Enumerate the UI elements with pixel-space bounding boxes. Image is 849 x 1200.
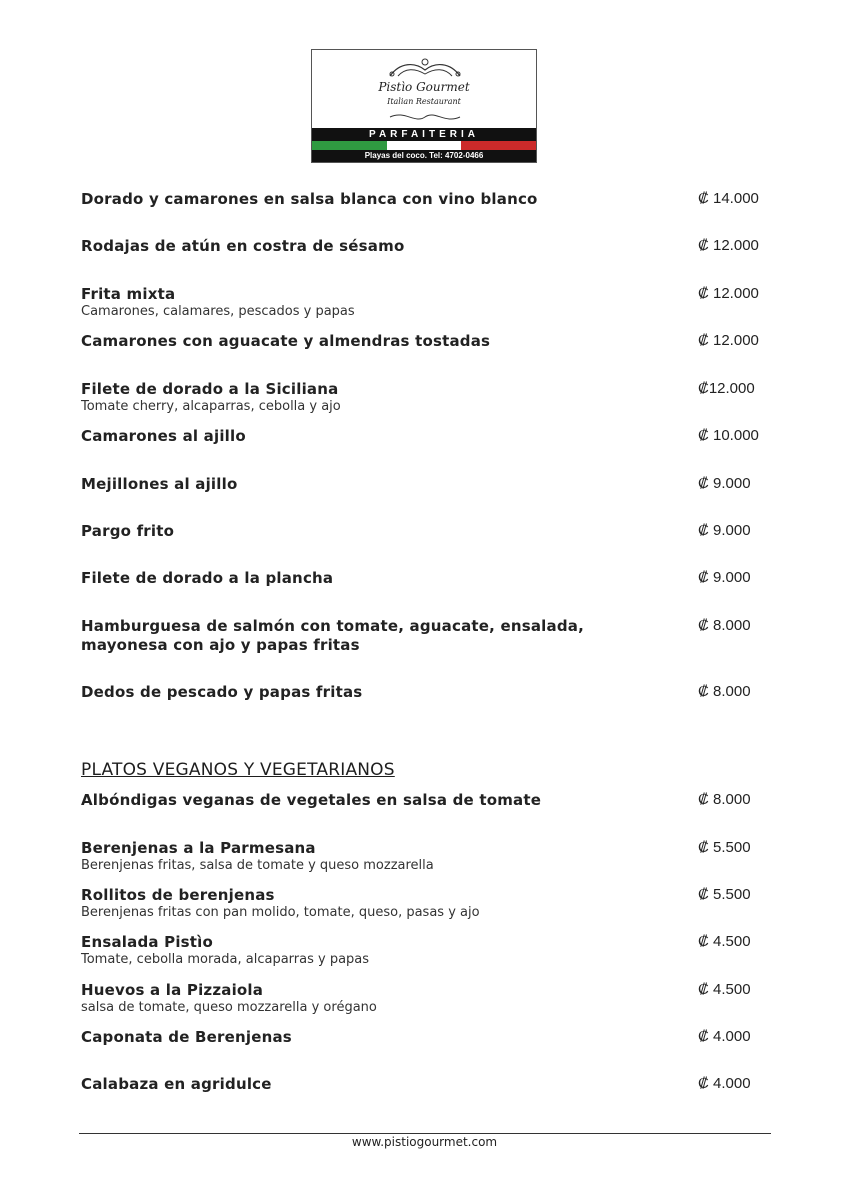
logo-brand: Pistìo Gourmet (378, 80, 470, 94)
item-name: Calabaza en agridulce (81, 1075, 272, 1093)
item-price: ₡ 12.000 (698, 285, 759, 302)
menu-item (81, 1028, 771, 1047)
item-name: Camarones con aguacate y almendras tostadas (81, 332, 491, 350)
item-price: ₡ 5.500 (698, 839, 751, 856)
section-title-vegan: PLATOS VEGANOS Y VEGETARIANOS (81, 760, 395, 780)
menu-item (81, 791, 771, 810)
item-price: ₡ 5.500 (698, 886, 751, 903)
item-name: Rollitos de berenjenas (81, 886, 275, 904)
menu-item (81, 475, 771, 494)
menu-item (81, 933, 771, 968)
item-name: Albóndigas veganas de vegetales en salsa de tomate (81, 791, 542, 809)
item-name: Ensalada Pistìo (81, 933, 214, 951)
item-price: ₡ 4.000 (698, 1028, 751, 1045)
item-name: Frita mixta (81, 285, 176, 303)
item-name: Filete de dorado a la Siciliana (81, 380, 339, 398)
item-description: Tomate, cebolla morada, alcaparras y papas (81, 952, 370, 967)
item-description: Berenjenas fritas con pan molido, tomate, queso, pasas y ajo (81, 905, 480, 920)
logo-subtitle: Italian Restaurant (387, 97, 461, 106)
item-description: Berenjenas fritas, salsa de tomate y queso mozzarella (81, 858, 434, 873)
item-price: ₡ 8.000 (698, 791, 751, 808)
item-price: ₡ 12.000 (698, 237, 759, 254)
item-price: ₡ 14.000 (698, 190, 759, 207)
item-name: Camarones al ajillo (81, 427, 246, 445)
menu-item (81, 190, 771, 209)
item-price: ₡ 9.000 (698, 569, 751, 586)
menu-item (81, 617, 771, 655)
item-price: ₡ 10.000 (698, 427, 759, 444)
item-price: ₡ 4.000 (698, 1075, 751, 1092)
item-name: Dedos de pescado y papas fritas (81, 683, 363, 701)
menu-item (81, 522, 771, 541)
item-name-line2: mayonesa con ajo y papas fritas (81, 636, 360, 654)
italian-flag-stripe (312, 141, 536, 150)
menu-item (81, 886, 771, 921)
ornament-icon (380, 54, 470, 82)
restaurant-logo (311, 49, 537, 163)
item-name: Caponata de Berenjenas (81, 1028, 292, 1046)
menu-item (81, 427, 771, 446)
logo-band: PARFAITERIA (312, 128, 536, 141)
item-description: Tomate cherry, alcaparras, cebolla y ajo (81, 399, 341, 414)
item-price: ₡ 8.000 (698, 683, 751, 700)
ornament-icon (385, 110, 465, 124)
item-name: Rodajas de atún en costra de sésamo (81, 237, 405, 255)
menu-item (81, 285, 771, 320)
menu-item (81, 683, 771, 702)
logo-contact: Playas del coco. Tel: 4702-0466 (312, 150, 536, 162)
item-name: Pargo frito (81, 522, 175, 540)
item-price: ₡ 12.000 (698, 332, 759, 349)
menu-item (81, 569, 771, 588)
footer-divider (79, 1133, 771, 1134)
item-price: ₡ 9.000 (698, 475, 751, 492)
item-price: ₡ 4.500 (698, 933, 751, 950)
item-name: Filete de dorado a la plancha (81, 569, 334, 587)
menu-item (81, 1075, 771, 1094)
item-price: ₡12.000 (698, 380, 755, 397)
menu-item (81, 237, 771, 256)
item-description: salsa de tomate, queso mozzarella y orégano (81, 1000, 377, 1015)
menu-item (81, 981, 771, 1016)
footer-website[interactable]: www.pistiogourmet.com (351, 1135, 498, 1149)
menu-item (81, 380, 771, 415)
item-price: ₡ 4.500 (698, 981, 751, 998)
item-name: Berenjenas a la Parmesana (81, 839, 316, 857)
item-price: ₡ 9.000 (698, 522, 751, 539)
item-name: Huevos a la Pizzaiola (81, 981, 264, 999)
item-price: ₡ 8.000 (698, 617, 751, 634)
menu-item (81, 839, 771, 874)
item-name: Hamburguesa de salmón con tomate, aguacate, ensalada, (81, 617, 584, 635)
item-name: Dorado y camarones en salsa blanca con vino blanco (81, 190, 538, 208)
item-description: Camarones, calamares, pescados y papas (81, 304, 355, 319)
menu-item (81, 332, 771, 351)
item-name: Mejillones al ajillo (81, 475, 238, 493)
